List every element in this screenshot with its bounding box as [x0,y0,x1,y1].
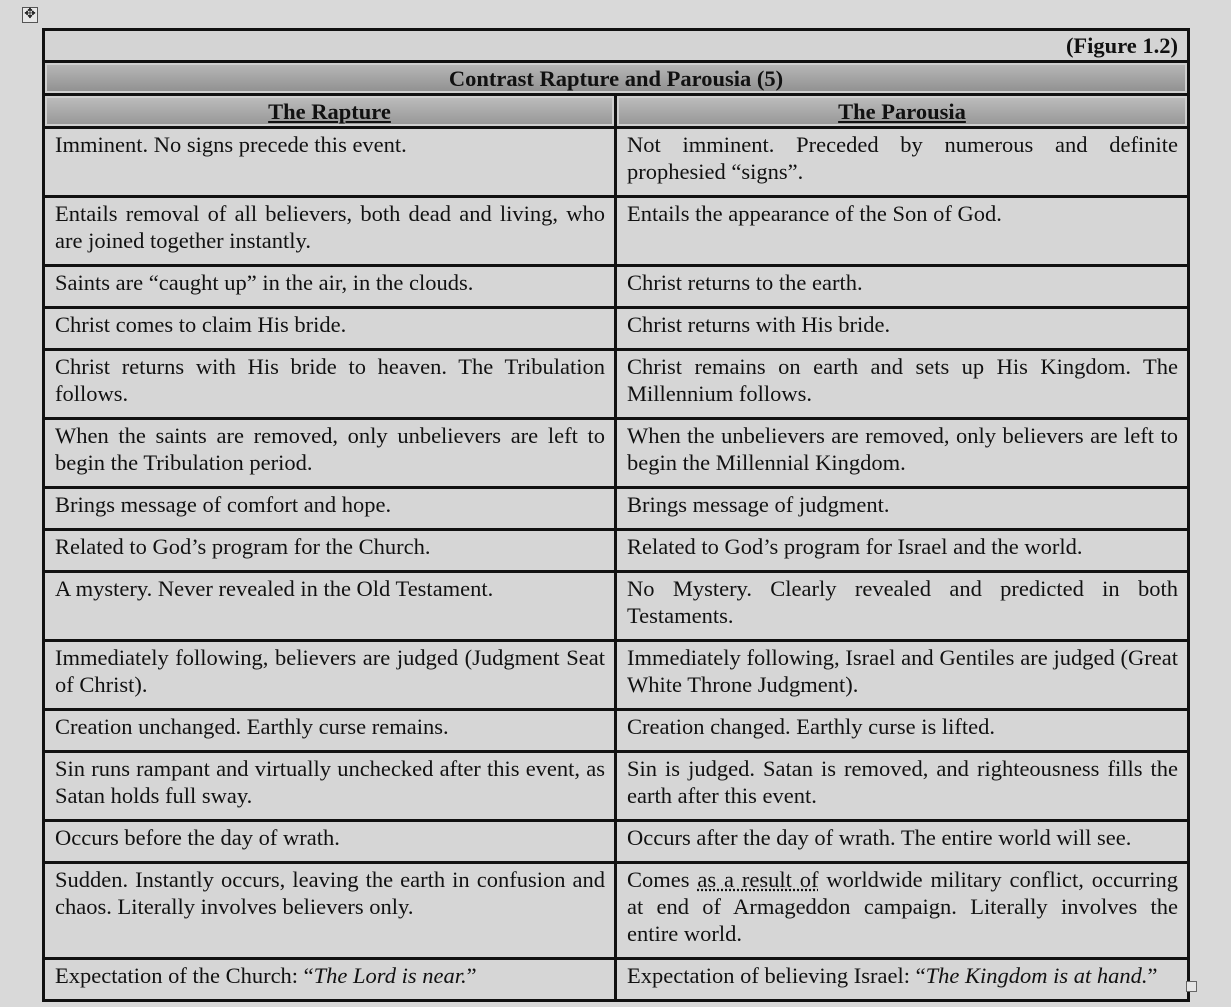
cell-text: Expectation of believing Israel: “ [627,963,926,988]
parousia-cell: Christ returns to the earth. [616,266,1189,308]
parousia-cell: Sin is judged. Satan is removed, and righteousness fills the earth after this event. [616,752,1189,821]
marked-text: as a result of [697,867,819,892]
parousia-cell: Christ returns with His bride. [616,308,1189,350]
rapture-cell: Entails removal of all believers, both dead and living, who are joined together instantly. [44,197,616,266]
table-row [44,710,1189,752]
parousia-cell: Related to God’s program for Israel and the world. [616,530,1189,572]
parousia-cell: Occurs after the day of wrath. The entire world will see. [616,821,1189,863]
table-row [44,641,1189,710]
rapture-cell: Brings message of comfort and hope. [44,488,616,530]
table-resize-handle-icon[interactable] [1186,981,1197,992]
rapture-cell: Sudden. Instantly occurs, leaving the earth in confusion and chaos. Literally involves believers only. [44,863,616,959]
rapture-cell: Saints are “caught up” in the air, in the clouds. [44,266,616,308]
rapture-cell: Sin runs rampant and virtually unchecked after this event, as Satan holds full sway. [44,752,616,821]
rapture-cell: When the saints are removed, only unbelievers are left to begin the Tribulation period. [44,419,616,488]
cell-text: worldwide military conflict, occurring at end of Armageddon campaign. Literally involves the entire world. [627,867,1178,946]
table-row [44,350,1189,419]
table-row [44,863,1189,959]
rapture-cell: Related to God’s program for the Church. [44,530,616,572]
parousia-cell: Creation changed. Earthly curse is lifted. [616,710,1189,752]
parousia-cell [616,863,1189,959]
table-row [44,959,1189,1001]
parousia-cell: No Mystery. Clearly revealed and predicted in both Testaments. [616,572,1189,641]
rapture-cell [44,959,616,1001]
rapture-cell: Occurs before the day of wrath. [44,821,616,863]
table-row [44,572,1189,641]
table-row [44,752,1189,821]
table-move-handle-icon[interactable]: ✥ [22,7,38,23]
quote-text: The Lord is near. [313,963,467,988]
parousia-cell: Brings message of judgment. [616,488,1189,530]
rapture-cell: Imminent. No signs precede this event. [44,128,616,197]
column-header-rapture: The Rapture [44,95,616,128]
contrast-table [42,28,1190,1002]
cell-text: Comes [627,867,698,892]
column-header-parousia: The Parousia [616,95,1189,128]
rapture-cell: Christ returns with His bride to heaven. The Tribulation follows. [44,350,616,419]
parousia-cell: Not imminent. Preceded by numerous and definite prophesied “signs”. [616,128,1189,197]
table-row [44,530,1189,572]
parousia-cell: When the unbelievers are removed, only believers are left to begin the Millennial Kingdom. [616,419,1189,488]
parousia-cell: Christ remains on earth and sets up His Kingdom. The Millennium follows. [616,350,1189,419]
parousia-cell [616,959,1189,1001]
parousia-cell: Entails the appearance of the Son of God. [616,197,1189,266]
cell-text: Expectation of the Church: “ [55,963,314,988]
rapture-cell: A mystery. Never revealed in the Old Testament. [44,572,616,641]
table-row [44,488,1189,530]
quote-text: The Kingdom is at hand. [925,963,1148,988]
table-row [44,821,1189,863]
rapture-cell: Creation unchanged. Earthly curse remains. [44,710,616,752]
table-row [44,197,1189,266]
rapture-cell: Immediately following, believers are judged (Judgment Seat of Christ). [44,641,616,710]
table-row [44,266,1189,308]
figure-label: (Figure 1.2) [44,30,1189,62]
cell-text: ” [1147,963,1158,988]
parousia-cell: Immediately following, Israel and Gentiles are judged (Great White Throne Judgment). [616,641,1189,710]
table-row [44,308,1189,350]
table-row [44,419,1189,488]
table-title: Contrast Rapture and Parousia (5) [44,62,1189,95]
table-row [44,128,1189,197]
rapture-cell: Christ comes to claim His bride. [44,308,616,350]
cell-text: ” [466,963,477,988]
